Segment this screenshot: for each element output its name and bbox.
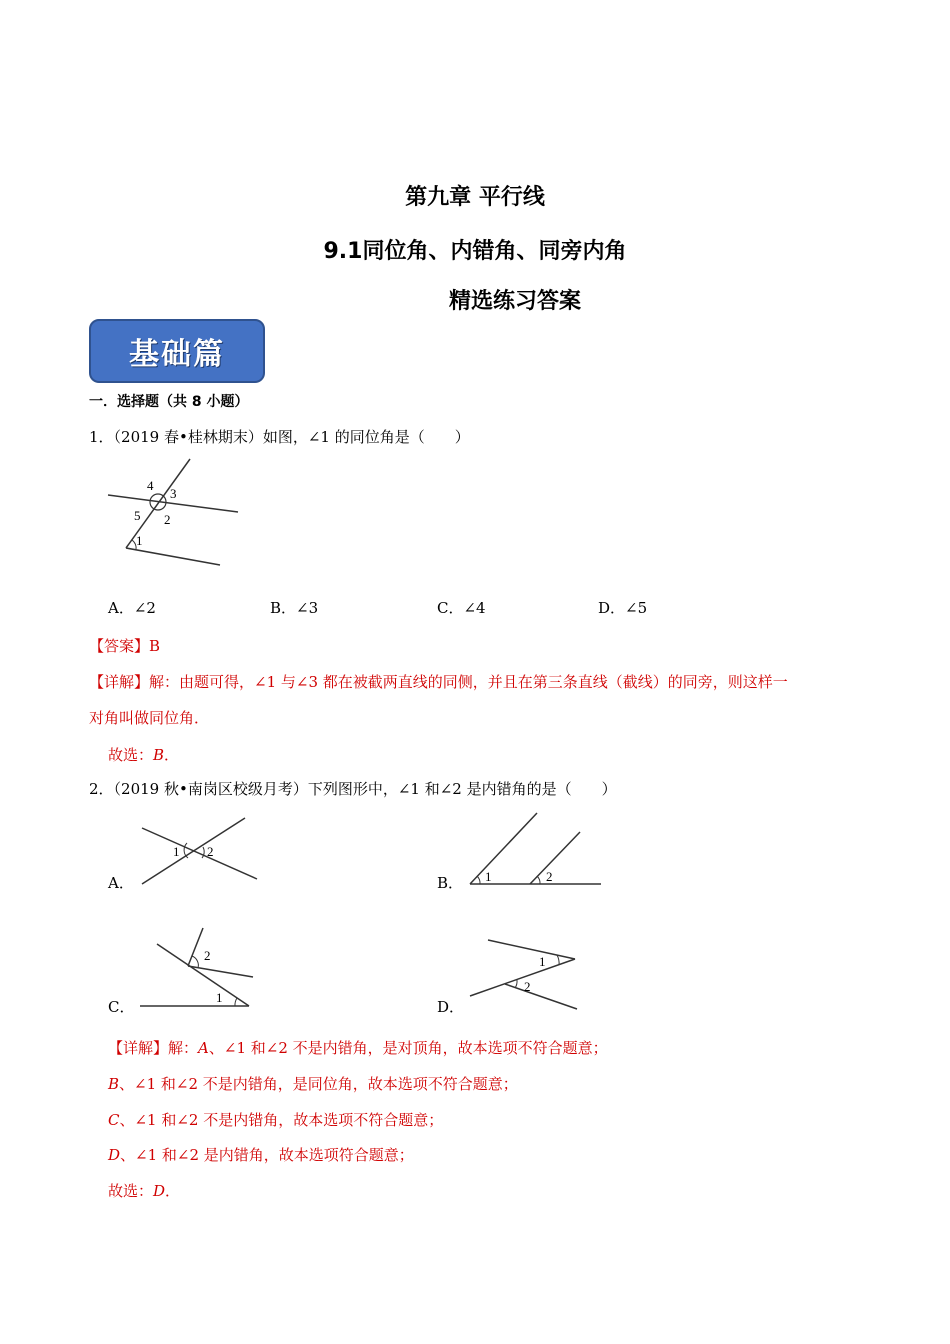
q2c-arc-1 [235, 998, 237, 1006]
q1-stem-line [89, 427, 470, 447]
q2d-label-1: 1 [539, 954, 546, 969]
q2-detail-text-b: 、∠1 和∠2 不是内错角，是同位角，故本选项不符合题意； [119, 1075, 518, 1093]
q2-conclusion-value: D [153, 1182, 166, 1200]
q2a-arc-2 [202, 847, 204, 858]
q2-figure-b [465, 808, 605, 888]
q2-detail-prefix: 解： [168, 1039, 199, 1057]
q1-label-1: 1 [136, 533, 143, 548]
q1-option-a: A．∠2 [108, 599, 156, 617]
q1-number: 1． [89, 428, 114, 446]
q2-detail-text-a: 、∠1 和∠2 不是内错角，是对顶角，故本选项不符合题意； [208, 1039, 608, 1057]
q1-label-2: 2 [164, 512, 171, 527]
q2a-label-1: 1 [173, 844, 180, 859]
q2c-label-2: 2 [204, 948, 211, 963]
q1-conclusion-suffix: ． [164, 746, 180, 764]
q1-conclusion-value: B [153, 746, 165, 764]
q2-detail-letter-a: A [198, 1039, 209, 1057]
q2-figure-d [465, 932, 585, 1012]
q2d-arc-2 [515, 980, 517, 988]
q2c-line-2 [188, 928, 203, 966]
q2-option-b-letter: B． [437, 874, 464, 892]
q1-detail-text: 解：由题可得，∠1 与∠3 都在被截两直线的同侧，并且在第三条直线（截线）的同旁，则这样一 [149, 673, 788, 691]
q2-detail-text-c: 、∠1 和∠2 不是内错角，故本选项不符合题意； [119, 1111, 444, 1129]
q1-detail-line2: 对角叫做同位角． [89, 709, 210, 727]
banner-label: 基础篇 [129, 337, 225, 372]
q2b-arc-1 [477, 876, 480, 884]
q2b-arc-2 [537, 876, 540, 884]
q2d-line-2 [505, 984, 577, 1009]
q1-conclusion-prefix: 故选： [108, 746, 154, 764]
q2-option-d-letter: D． [437, 998, 465, 1016]
q2d-line-1 [488, 940, 575, 959]
q2d-label-2: 2 [524, 979, 531, 994]
q1-option-d: D．∠5 [598, 599, 648, 617]
q1-figure [100, 455, 250, 570]
section-title: 9.1同位角、内错角、同旁内角 [323, 239, 627, 264]
q2a-label-2: 2 [207, 844, 214, 859]
q2-detail-tag: 【详解】 [108, 1039, 169, 1057]
q1-detail-tag: 【详解】 [89, 673, 150, 691]
q2c-label-1: 1 [216, 990, 223, 1005]
section-heading: 一．选择题（共 8 小题） [89, 394, 249, 410]
q2a-line-1 [142, 828, 257, 879]
q2-detail-line-d [108, 1145, 414, 1165]
q2-stem-line [89, 779, 617, 799]
basic-level-banner [89, 319, 265, 383]
chapter-title: 第九章 平行线 [405, 185, 545, 210]
subtitle: 精选练习答案 [448, 289, 581, 314]
q2-detail-letter-d: D [108, 1146, 121, 1164]
q2b-line-1 [470, 813, 537, 884]
q1-option-b: B．∠3 [270, 599, 319, 617]
q2-detail-text-d: 、∠1 和∠2 是内错角，故本选项符合题意； [120, 1146, 414, 1164]
q2-number: 2． [89, 780, 114, 798]
q2-conclusion [108, 1181, 180, 1201]
q2-detail-letter-c: C [108, 1111, 120, 1129]
q2-conclusion-suffix: ． [165, 1182, 181, 1200]
q2-detail-line-a [108, 1038, 608, 1058]
q2-figure-c [135, 925, 265, 1010]
q2a-line-2 [142, 818, 245, 884]
q2b-label-2: 2 [546, 869, 553, 884]
q2-figure-a [135, 812, 265, 892]
q2c-line-1 [157, 944, 249, 1006]
q1-label-3: 3 [170, 486, 177, 501]
q1-stem: （2019 春•桂林期末）如图，∠1 的同位角是（ ） [113, 428, 470, 446]
q2d-arc-1 [557, 955, 559, 965]
q2-conclusion-prefix: 故选： [108, 1182, 154, 1200]
q1-answer: 【答案】B [89, 637, 161, 655]
q1-detail-line1 [89, 672, 788, 692]
q1-conclusion [108, 745, 179, 765]
q2b-label-1: 1 [485, 869, 492, 884]
q2-option-c-letter: C． [108, 998, 135, 1016]
q2-detail-line-c [108, 1110, 443, 1130]
q1-label-4: 4 [147, 478, 154, 493]
q2-detail-line-b [108, 1074, 518, 1094]
q1-line-lower [126, 548, 220, 565]
q1-option-c: C．∠4 [437, 599, 486, 617]
q2-option-a-letter: A． [108, 874, 134, 892]
q2-stem: （2019 秋•南岗区校级月考）下列图形中，∠1 和∠2 是内错角的是（ ） [113, 780, 617, 798]
q1-label-5: 5 [134, 508, 141, 523]
q2-detail-letter-b: B [108, 1075, 120, 1093]
